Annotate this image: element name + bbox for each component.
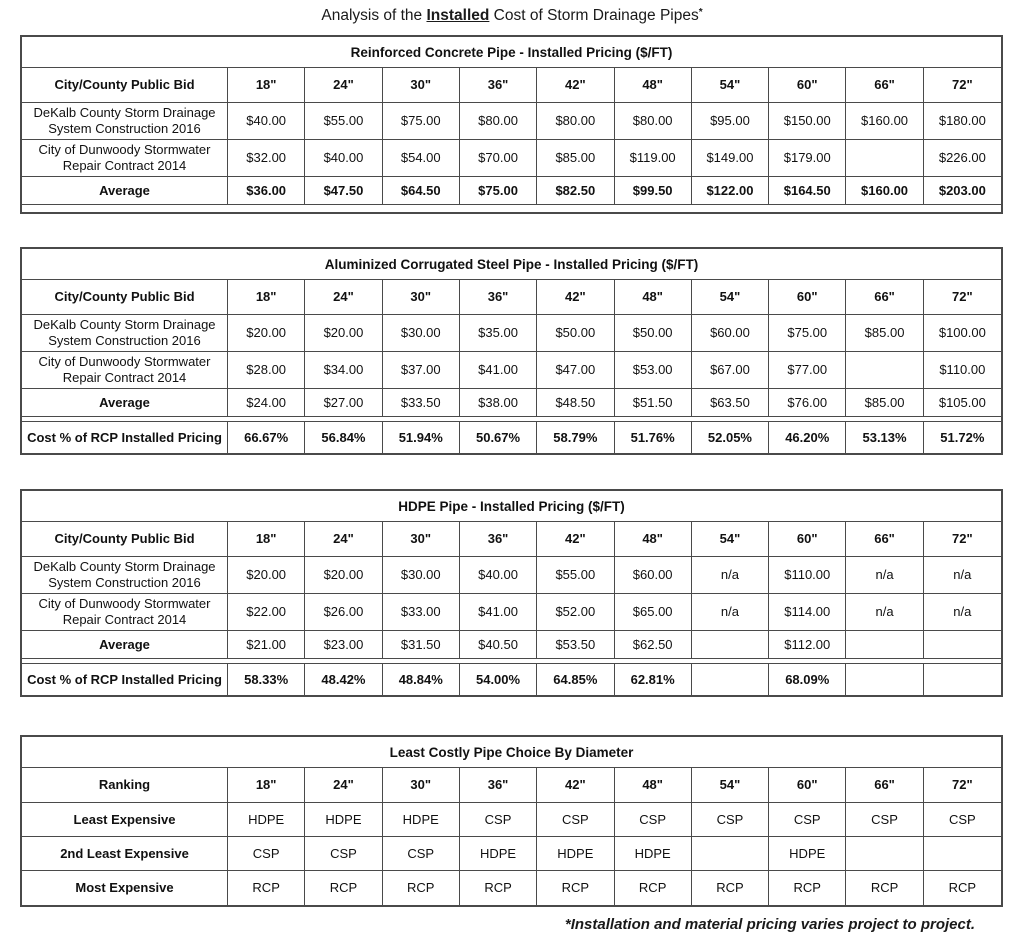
value-cell: $40.00	[228, 103, 305, 140]
diameter-header: 60"	[769, 68, 846, 103]
summary-label: Cost % of RCP Installed Pricing	[22, 664, 228, 695]
value-cell: RCP	[460, 871, 537, 905]
summary-value-cell: 56.84%	[305, 422, 382, 453]
diameter-header: 60"	[769, 768, 846, 803]
value-cell: $75.00	[383, 103, 460, 140]
diameter-header: 66"	[846, 522, 923, 557]
diameter-header: 36"	[460, 768, 537, 803]
table-title-ranking: Least Costly Pipe Choice By Diameter	[22, 737, 1001, 768]
value-cell: $51.50	[615, 389, 692, 417]
summary-value-cell: 53.13%	[846, 422, 923, 453]
diameter-header: 48"	[615, 522, 692, 557]
value-cell: $55.00	[305, 103, 382, 140]
value-cell: n/a	[924, 594, 1001, 631]
value-cell: n/a	[692, 594, 769, 631]
value-cell: $54.00	[383, 140, 460, 177]
summary-value-cell	[924, 664, 1001, 695]
value-cell: $41.00	[460, 352, 537, 389]
value-cell: RCP	[228, 871, 305, 905]
value-cell: $95.00	[692, 103, 769, 140]
value-cell: $100.00	[924, 315, 1001, 352]
summary-value-cell: 68.09%	[769, 664, 846, 695]
value-cell: $50.00	[537, 315, 614, 352]
diameter-header: 72"	[924, 522, 1001, 557]
diameter-header: 30"	[383, 522, 460, 557]
value-cell: $35.00	[460, 315, 537, 352]
table-title-hdpe: HDPE Pipe - Installed Pricing ($/FT)	[22, 491, 1001, 522]
value-cell: $82.50	[537, 177, 614, 205]
value-cell: $53.50	[537, 631, 614, 659]
diameter-header: 30"	[383, 280, 460, 315]
table-grid-rcp	[22, 68, 1001, 205]
value-cell: HDPE	[537, 837, 614, 871]
row-label: Average	[22, 389, 228, 417]
value-cell: $41.00	[460, 594, 537, 631]
value-cell: $112.00	[769, 631, 846, 659]
value-cell: $40.50	[460, 631, 537, 659]
value-cell: $50.00	[615, 315, 692, 352]
value-cell: $77.00	[769, 352, 846, 389]
diameter-header: 18"	[228, 68, 305, 103]
value-cell: $75.00	[769, 315, 846, 352]
value-cell: RCP	[383, 871, 460, 905]
value-cell: $110.00	[924, 352, 1001, 389]
value-cell: $22.00	[228, 594, 305, 631]
value-cell: RCP	[537, 871, 614, 905]
value-cell: $62.50	[615, 631, 692, 659]
value-cell: $20.00	[305, 557, 382, 594]
value-cell: $52.00	[537, 594, 614, 631]
value-cell: $160.00	[846, 177, 923, 205]
value-cell: $110.00	[769, 557, 846, 594]
value-cell: $80.00	[615, 103, 692, 140]
value-cell	[846, 837, 923, 871]
value-cell: $226.00	[924, 140, 1001, 177]
value-cell: $24.00	[228, 389, 305, 417]
summary-value-cell: 58.79%	[537, 422, 614, 453]
value-cell: $150.00	[769, 103, 846, 140]
value-cell: HDPE	[769, 837, 846, 871]
value-cell: $53.00	[615, 352, 692, 389]
value-cell: $164.50	[769, 177, 846, 205]
value-cell: $27.00	[305, 389, 382, 417]
diameter-header: 48"	[615, 280, 692, 315]
value-cell: CSP	[615, 803, 692, 837]
value-cell: $85.00	[846, 389, 923, 417]
diameter-header: 72"	[924, 68, 1001, 103]
value-cell: $48.50	[537, 389, 614, 417]
summary-value-cell: 51.76%	[615, 422, 692, 453]
value-cell: $32.00	[228, 140, 305, 177]
value-cell: RCP	[615, 871, 692, 905]
value-cell: $80.00	[460, 103, 537, 140]
summary-value-cell: 51.72%	[940, 429, 985, 445]
value-cell: $179.00	[769, 140, 846, 177]
page-title-suffix: Cost of Storm Drainage Pipes	[489, 7, 699, 24]
page-title-asterisk: *	[698, 7, 703, 18]
corner-header: City/County Public Bid	[22, 280, 228, 315]
corner-header: City/County Public Bid	[22, 68, 228, 103]
value-cell: HDPE	[228, 803, 305, 837]
table-title-rcp: Reinforced Concrete Pipe - Installed Pricing ($/FT)	[22, 37, 1001, 68]
footnote: *Installation and material pricing varies project to project.	[564, 916, 975, 933]
value-cell	[846, 631, 923, 659]
value-cell: CSP	[228, 837, 305, 871]
value-cell: $20.00	[305, 315, 382, 352]
value-cell: $23.00	[305, 631, 382, 659]
value-cell: $75.00	[460, 177, 537, 205]
value-cell: $20.00	[228, 557, 305, 594]
value-cell: n/a	[846, 594, 923, 631]
summary-value-cell: 50.67%	[460, 422, 537, 453]
value-cell: $105.00	[924, 389, 1001, 417]
summary-value-cell: 48.84%	[383, 664, 460, 695]
value-cell: n/a	[846, 557, 923, 594]
value-cell: CSP	[460, 803, 537, 837]
page-title-emphasis: Installed	[426, 7, 490, 24]
value-cell: $99.50	[615, 177, 692, 205]
diameter-header: 24"	[305, 768, 382, 803]
value-cell: RCP	[769, 871, 846, 905]
value-cell: CSP	[305, 837, 382, 871]
diameter-header: 18"	[228, 768, 305, 803]
diameter-header: 72"	[924, 280, 1001, 315]
value-cell: HDPE	[305, 803, 382, 837]
row-label: Most Expensive	[22, 871, 228, 905]
value-cell: $63.50	[692, 389, 769, 417]
value-cell: HDPE	[383, 803, 460, 837]
value-cell	[692, 631, 769, 659]
table-grid-csp	[22, 280, 1001, 417]
row-label: 2nd Least Expensive	[22, 837, 228, 871]
row-label: City of Dunwoody Stormwater Repair Contract 2014	[22, 352, 228, 389]
value-cell: $20.00	[228, 315, 305, 352]
value-cell: $149.00	[692, 140, 769, 177]
tables-container	[0, 35, 1024, 907]
summary-label: Cost % of RCP Installed Pricing	[22, 422, 228, 453]
summary-value-cell	[692, 664, 769, 695]
value-cell: $26.00	[305, 594, 382, 631]
value-cell	[924, 837, 1001, 871]
value-cell: $114.00	[769, 594, 846, 631]
page-title-prefix: Analysis of the	[321, 7, 427, 24]
value-cell	[846, 352, 923, 389]
value-cell: n/a	[924, 557, 1001, 594]
value-cell: $55.00	[537, 557, 614, 594]
value-cell: $36.00	[228, 177, 305, 205]
corner-header: City/County Public Bid	[22, 522, 228, 557]
diameter-header: 48"	[615, 768, 692, 803]
diameter-header: 36"	[460, 280, 537, 315]
summary-value-cell: 46.20%	[769, 422, 846, 453]
diameter-header: 66"	[846, 68, 923, 103]
pipe-table-csp	[20, 247, 1003, 455]
diameter-header: 18"	[228, 280, 305, 315]
value-cell: $33.00	[383, 594, 460, 631]
row-label: DeKalb County Storm Drainage System Construction 2016	[22, 315, 228, 352]
value-cell: $33.50	[383, 389, 460, 417]
value-cell: RCP	[305, 871, 382, 905]
value-cell: $28.00	[228, 352, 305, 389]
value-cell: n/a	[692, 557, 769, 594]
diameter-header: 54"	[692, 280, 769, 315]
value-cell: $30.00	[383, 557, 460, 594]
value-cell: $122.00	[692, 177, 769, 205]
value-cell: $160.00	[846, 103, 923, 140]
summary-value-cell: 54.00%	[460, 664, 537, 695]
value-cell: $60.00	[692, 315, 769, 352]
summary-row-hdpe	[22, 663, 1001, 695]
value-cell	[846, 140, 923, 177]
summary-row-csp	[22, 421, 1001, 453]
summary-value-cell: 62.81%	[615, 664, 692, 695]
value-cell: $203.00	[924, 177, 1001, 205]
value-cell: $31.50	[383, 631, 460, 659]
diameter-header: 60"	[769, 280, 846, 315]
row-label: Average	[22, 177, 228, 205]
diameter-header: 36"	[460, 68, 537, 103]
diameter-header: 30"	[383, 768, 460, 803]
value-cell: RCP	[692, 871, 769, 905]
diameter-header: 54"	[692, 68, 769, 103]
value-cell: $30.00	[383, 315, 460, 352]
table-grid-ranking	[22, 768, 1001, 905]
value-cell: HDPE	[460, 837, 537, 871]
summary-value-cell: 64.85%	[537, 664, 614, 695]
page-title	[0, 7, 1024, 25]
row-label: City of Dunwoody Stormwater Repair Contract 2014	[22, 594, 228, 631]
value-cell: CSP	[537, 803, 614, 837]
value-cell: $60.00	[615, 557, 692, 594]
value-cell: $180.00	[924, 103, 1001, 140]
summary-value-cell	[846, 664, 923, 695]
value-cell: $40.00	[305, 140, 382, 177]
value-cell: $37.00	[383, 352, 460, 389]
value-cell: $64.50	[383, 177, 460, 205]
diameter-header: 72"	[924, 768, 1001, 803]
summary-value-cell: 52.05%	[692, 422, 769, 453]
table-title-csp: Aluminized Corrugated Steel Pipe - Installed Pricing ($/FT)	[22, 249, 1001, 280]
value-cell: $119.00	[615, 140, 692, 177]
diameter-header: 30"	[383, 68, 460, 103]
summary-value-cell: 48.42%	[305, 664, 382, 695]
diameter-header: 66"	[846, 280, 923, 315]
diameter-header: 60"	[769, 522, 846, 557]
diameter-header: 48"	[615, 68, 692, 103]
row-label: Average	[22, 631, 228, 659]
row-label: Least Expensive	[22, 803, 228, 837]
value-cell: $47.00	[537, 352, 614, 389]
value-cell: $38.00	[460, 389, 537, 417]
summary-value-cell: 51.94%	[383, 422, 460, 453]
table-grid-hdpe	[22, 522, 1001, 659]
diameter-header: 18"	[228, 522, 305, 557]
value-cell: $80.00	[537, 103, 614, 140]
value-cell	[924, 631, 1001, 659]
value-cell: RCP	[948, 880, 977, 896]
diameter-header: 24"	[305, 280, 382, 315]
diameter-header: 42"	[537, 68, 614, 103]
pipe-table-rcp	[20, 35, 1003, 214]
row-label: City of Dunwoody Stormwater Repair Contract 2014	[22, 140, 228, 177]
diameter-header: 36"	[460, 522, 537, 557]
value-cell: $21.00	[228, 631, 305, 659]
value-cell: $70.00	[460, 140, 537, 177]
value-cell: RCP	[846, 871, 923, 905]
value-cell: CSP	[846, 803, 923, 837]
diameter-header: 42"	[537, 522, 614, 557]
row-label: DeKalb County Storm Drainage System Construction 2016	[22, 557, 228, 594]
value-cell: CSP	[692, 803, 769, 837]
row-label: DeKalb County Storm Drainage System Construction 2016	[22, 103, 228, 140]
value-cell: CSP	[924, 803, 1001, 837]
summary-value-cell: 58.33%	[228, 664, 305, 695]
diameter-header: 54"	[692, 768, 769, 803]
corner-header: Ranking	[22, 768, 228, 803]
diameter-header: 24"	[305, 68, 382, 103]
value-cell: CSP	[383, 837, 460, 871]
value-cell: $85.00	[537, 140, 614, 177]
pipe-table-ranking	[20, 735, 1003, 907]
value-cell: $85.00	[846, 315, 923, 352]
summary-value-cell: 66.67%	[228, 422, 305, 453]
diameter-header: 42"	[537, 768, 614, 803]
diameter-header: 66"	[846, 768, 923, 803]
value-cell: $47.50	[305, 177, 382, 205]
pipe-table-hdpe	[20, 489, 1003, 697]
diameter-header: 42"	[537, 280, 614, 315]
value-cell: $76.00	[769, 389, 846, 417]
value-cell	[692, 837, 769, 871]
diameter-header: 24"	[305, 522, 382, 557]
value-cell: $34.00	[305, 352, 382, 389]
value-cell: $40.00	[460, 557, 537, 594]
value-cell: CSP	[769, 803, 846, 837]
value-cell: HDPE	[615, 837, 692, 871]
diameter-header: 54"	[692, 522, 769, 557]
value-cell: $67.00	[692, 352, 769, 389]
value-cell: $65.00	[615, 594, 692, 631]
